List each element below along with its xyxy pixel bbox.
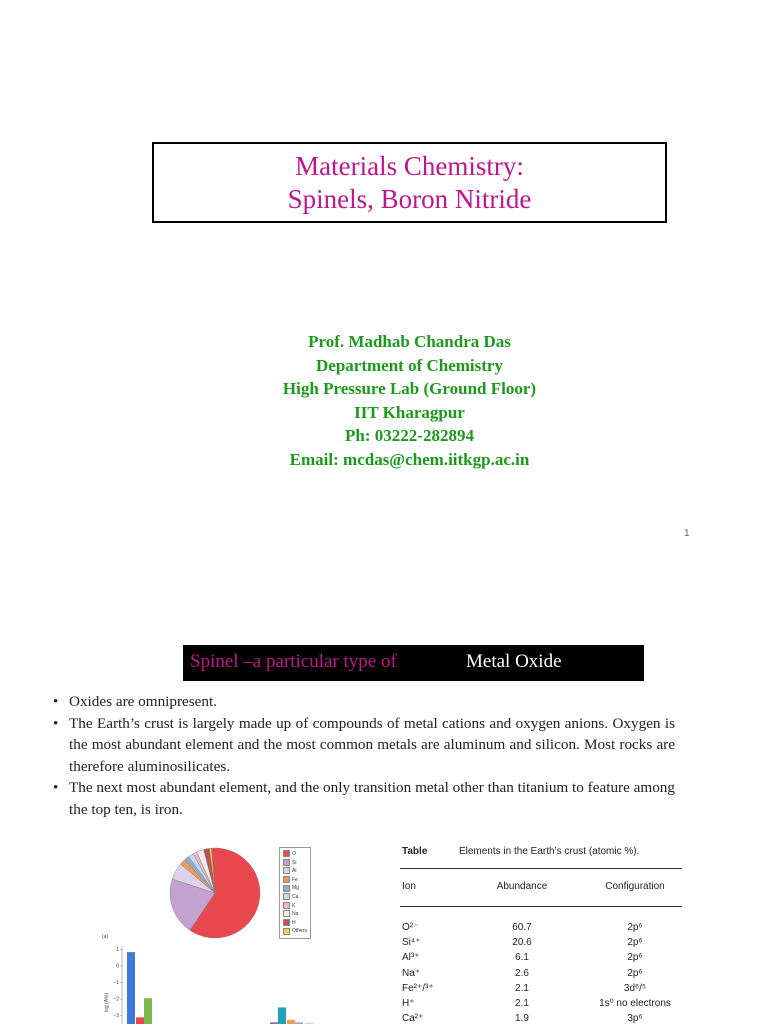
legend-label: H (292, 919, 296, 926)
table-row (400, 1013, 682, 1028)
author-department: Department of Chemistry (316, 355, 503, 375)
y-tick-label: 1 (116, 946, 119, 953)
y-ticks (113, 947, 122, 1019)
table-row (400, 952, 682, 967)
legend-swatch (283, 919, 290, 926)
legend-item (283, 893, 298, 901)
table-cell-ion: Fe²⁺/³⁺ (402, 982, 434, 994)
table-cell-config: 3d⁶/⁵ (623, 982, 647, 994)
bullet-item: • Oxides are omnipresent. (50, 691, 675, 713)
table-header-configuration: Configuration (605, 881, 665, 892)
y-axis-label: log (A%) (104, 992, 110, 1012)
legend-label: Mg (292, 885, 299, 892)
table-rule-top (400, 868, 682, 869)
table-cell-config: 2p⁶ (627, 952, 643, 964)
table-cell-config: 2p⁶ (627, 937, 643, 949)
author-lab: High Pressure Lab (Ground Floor) (282, 379, 537, 398)
legend-swatch (283, 867, 290, 874)
y-tick-label: −2 (113, 996, 119, 1003)
title-line-2: Spinels, Boron Nitride (287, 184, 532, 214)
legend-label: Others (292, 928, 308, 935)
legend-label: K (292, 902, 296, 909)
table-row (400, 968, 682, 983)
title-box (152, 142, 667, 223)
author-email: Email: mcdas@chem.iitkgp.ac.in (289, 449, 530, 469)
table-header-abundance: Abundance (496, 881, 548, 892)
y-tick-label: −3 (113, 1013, 119, 1020)
legend-label: Al (292, 868, 297, 875)
table-rule-header (400, 906, 682, 907)
table-cell-config: 3p⁶ (627, 1013, 643, 1025)
legend-swatch (283, 910, 290, 917)
heading-part-2: Metal Oxide (466, 651, 562, 672)
author-name: Prof. Madhab Chandra Das (308, 332, 511, 351)
bullet-item: • The Earth’s crust is largely made up of compounds of metal cations and oxygen anions. Oxygen is the most abundant element and the most common metals are aluminum and silicon. Most rocks are therefore aluminosilicates. (50, 713, 675, 778)
table-cell-config: 2p⁶ (627, 967, 643, 979)
y-tick-label: −1 (113, 980, 119, 987)
legend-item (283, 884, 299, 892)
bar (136, 1017, 144, 1024)
table-cell-abundance: 6.1 (515, 952, 529, 964)
author-institute: IIT Kharagpur (354, 402, 465, 422)
table-row (400, 998, 682, 1013)
table-row (400, 983, 682, 998)
heading-part-1: Spinel –a particular type of (190, 651, 397, 672)
table-cell-config: 1s⁰ no electrons (599, 998, 671, 1009)
table-header-ion: Ion (402, 881, 416, 892)
table-cell-ion: H⁺ (402, 998, 415, 1009)
legend-label: Fe (292, 876, 298, 883)
table-cell-config: 2p⁶ (627, 922, 643, 933)
author-phone: Ph: 03222-282894 (345, 426, 474, 445)
legend-swatch (283, 859, 290, 866)
section-heading (183, 645, 644, 681)
legend-item (283, 850, 296, 858)
bar (278, 1007, 286, 1024)
legend-swatch (283, 876, 290, 883)
legend-item (283, 910, 298, 918)
table-caption-text: Elements in the Earth’s crust (atomic %). (458, 846, 640, 857)
legend-item (283, 902, 295, 910)
legend-item (283, 859, 296, 867)
legend-label: Ca (292, 894, 299, 900)
table-cell-ion: Si⁴⁺ (402, 937, 421, 949)
legend-item (283, 876, 298, 884)
title-line-1: Materials Chemistry: (295, 151, 524, 181)
pie-legend (279, 847, 311, 939)
table-cell-abundance: 20.6 (512, 937, 532, 949)
table-cell-ion: Ca²⁺ (402, 1013, 424, 1025)
y-tick-label: 0 (116, 963, 119, 970)
table-cell-abundance: 1.9 (515, 1013, 529, 1025)
page-number: 1 (684, 528, 690, 539)
author-block (152, 330, 667, 471)
bars (127, 952, 313, 1024)
table-cell-ion: O²⁻ (402, 922, 419, 933)
bullet-item: • The next most abundant element, and the only transition metal other than titanium to feature among the top ten, is iron. (50, 777, 675, 820)
bullet-list (50, 691, 675, 820)
table-cell-abundance: 2.6 (515, 967, 529, 979)
table-cell-abundance: 60.7 (512, 922, 532, 933)
panel-label: (a) (102, 934, 109, 940)
table-cell-abundance: 2.1 (515, 982, 529, 994)
table-cell-abundance: 2.1 (515, 998, 529, 1009)
legend-swatch (283, 893, 290, 900)
legend-swatch (283, 850, 290, 857)
table-caption-label: Table (402, 846, 428, 857)
legend-item (283, 867, 296, 875)
legend-swatch (283, 885, 290, 892)
abundance-table (400, 840, 682, 1024)
legend-label: Si (292, 859, 297, 866)
legend-swatch (283, 902, 290, 909)
bar-chart (100, 928, 360, 1024)
bar (144, 998, 152, 1024)
table-caption (402, 846, 639, 857)
legend-label: Na (292, 911, 299, 918)
legend-label: O (292, 851, 296, 857)
bar (127, 952, 135, 1024)
table-cell-ion: Al³⁺ (402, 952, 420, 964)
table-cell-ion: Na⁺ (402, 967, 421, 979)
table-row (400, 922, 682, 937)
bar (287, 1020, 295, 1024)
legend-item (283, 919, 296, 927)
table-row (400, 937, 682, 952)
